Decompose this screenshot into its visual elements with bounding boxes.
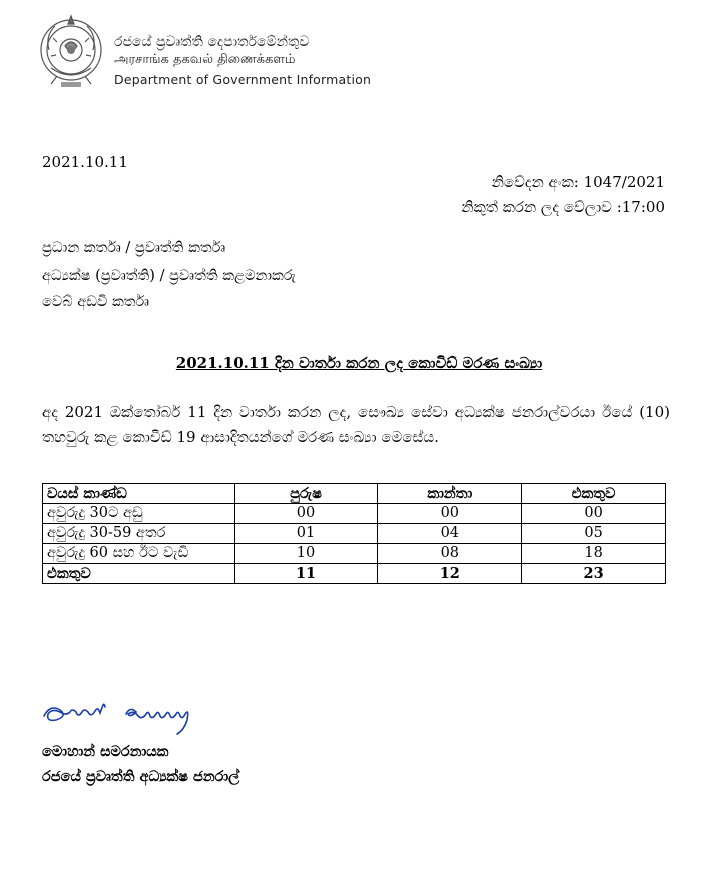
- release-number: නිවේදන අංක: 1047/2021: [491, 173, 665, 191]
- signatory-name: මොහාන් සමරනායක: [42, 743, 169, 760]
- signatory-designation: රජයේ ප්‍රවෘත්ති අධ්‍යක්ෂ ජනරාල්: [42, 768, 240, 785]
- column-header: වයස් කාණ්ඩ: [43, 484, 235, 504]
- age-group-cell: අවුරුදු 30ට අඩු: [43, 504, 235, 524]
- table-row: [43, 504, 666, 524]
- total-label-cell: එකතුව: [43, 564, 235, 584]
- female-total-cell: 12: [378, 564, 522, 584]
- covid-deaths-table: [42, 483, 666, 584]
- total-count-cell: 00: [522, 504, 666, 524]
- total-count-cell: 05: [522, 524, 666, 544]
- table-header-row: [43, 484, 666, 504]
- addressee-line: වෙබ් අඩවි කර්තෘ: [42, 294, 150, 310]
- release-time: නිකුත් කරන ලද වේලාව :17:00: [461, 198, 665, 216]
- column-header: එකතුව: [522, 484, 666, 504]
- male-count-cell: 01: [234, 524, 378, 544]
- national-emblem-icon: [37, 10, 105, 90]
- column-header: පුරුෂ: [234, 484, 378, 504]
- grand-total-cell: 23: [522, 564, 666, 584]
- org-name-sinhala: රජයේ ප්‍රවෘත්ති දෙපාර්තමේන්තුව: [114, 34, 310, 50]
- female-count-cell: 04: [378, 524, 522, 544]
- document-title-text: 2021.10.11 දින වාර්තා කරන ලද කොවිඩ් මරණ සංඛ්‍යා: [175, 354, 543, 372]
- female-count-cell: 00: [378, 504, 522, 524]
- addressee-line: අධ්‍යක්ෂ (ප්‍රවෘත්ති) / ප්‍රවෘත්ති කළමනාකරු: [42, 268, 296, 284]
- body-paragraph: අද 2021 ඔක්තෝබර් 11 දින වාර්තා කරන ලද, සෞඛ්‍ය සේවා අධ්‍යක්ෂ ජනරාල්වරයා ඊයේ (10) තහවුරු කළ කොවිඩ් 19 ආසාදිතයන්ගේ මරණ සංඛ්‍යා මෙසේය.: [42, 403, 670, 446]
- table-row: [43, 524, 666, 544]
- column-header: කාන්තා: [378, 484, 522, 504]
- table-row: [43, 544, 666, 564]
- table-total-row: [43, 564, 666, 584]
- handwritten-signature: [40, 698, 220, 738]
- male-total-cell: 11: [234, 564, 378, 584]
- org-name-tamil: அரசாங்க தகவல் திணைக்களம்: [114, 52, 296, 67]
- release-date: 2021.10.11: [42, 153, 128, 171]
- male-count-cell: 00: [234, 504, 378, 524]
- document-title: [0, 354, 718, 372]
- male-count-cell: 10: [234, 544, 378, 564]
- age-group-cell: අවුරුදු 60 සහ ඊට වැඩි: [43, 544, 235, 564]
- addressee-line: ප්‍රධාන කර්තෘ / ප්‍රවෘත්ති කර්තෘ: [42, 240, 226, 256]
- total-count-cell: 18: [522, 544, 666, 564]
- age-group-cell: අවුරුදු 30-59 අතර: [43, 524, 235, 544]
- female-count-cell: 08: [378, 544, 522, 564]
- org-name-english: Department of Government Information: [114, 72, 372, 87]
